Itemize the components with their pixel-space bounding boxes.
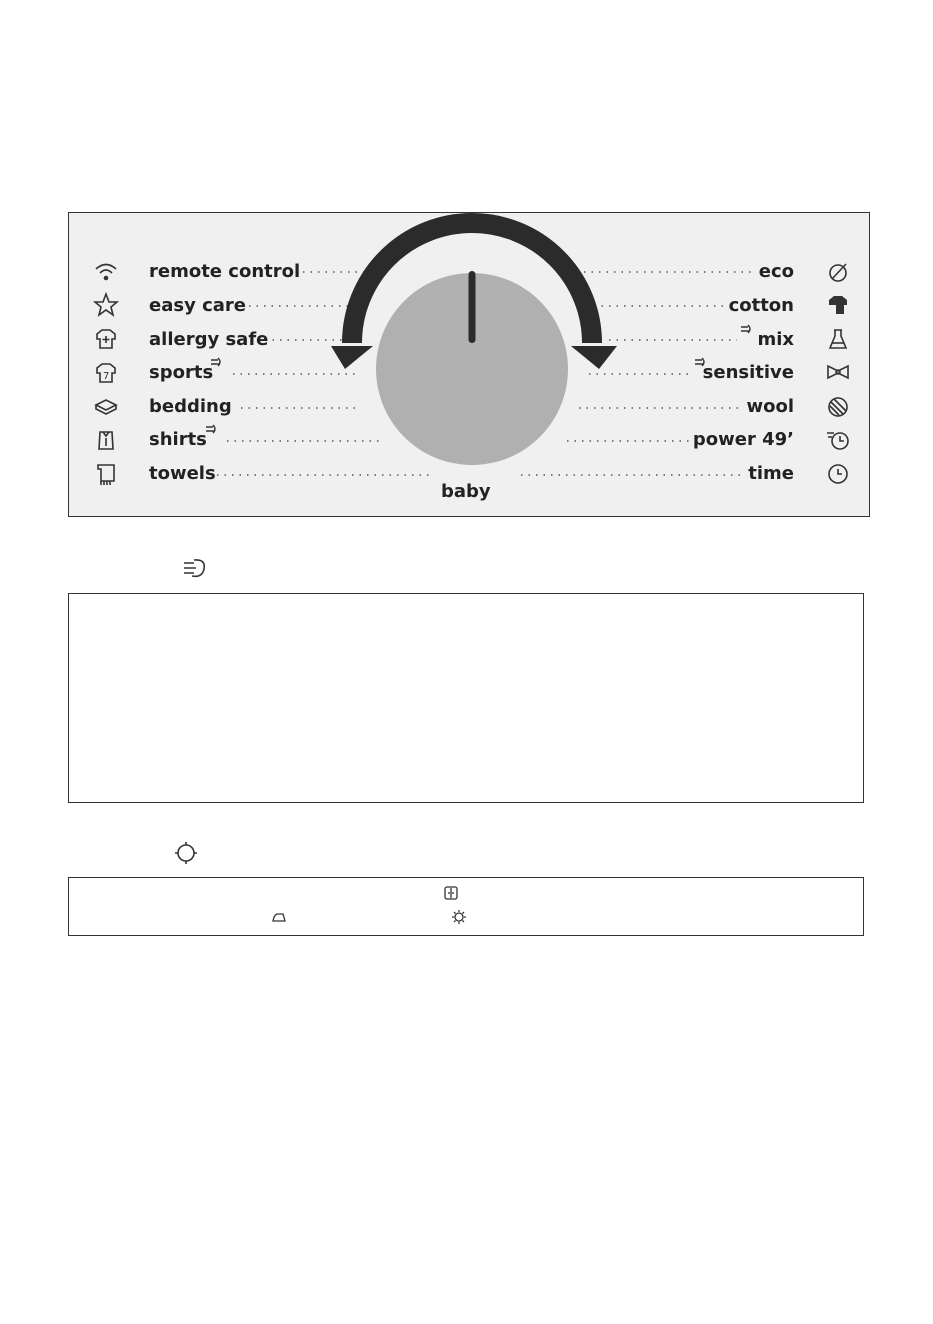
program-wool[interactable]: wool <box>746 396 794 417</box>
steam-info-box <box>68 593 864 803</box>
bedding-icon <box>93 394 119 420</box>
drying-info-box <box>68 877 864 936</box>
program-shirts[interactable]: shirts <box>149 429 207 450</box>
program-sports[interactable]: sports <box>149 362 214 383</box>
shirt-collar-icon <box>93 427 119 453</box>
knob-indicator <box>469 271 476 343</box>
steam-program-icon <box>182 555 208 581</box>
left-arrowhead <box>331 346 373 369</box>
program-sensitive[interactable]: sensitive <box>702 362 794 383</box>
shirt-cross-icon <box>93 326 119 352</box>
flask-icon <box>825 326 851 352</box>
star-icon <box>93 292 119 318</box>
clock-icon <box>825 461 851 487</box>
drying-program-icon <box>173 840 199 866</box>
program-bedding[interactable]: bedding <box>149 396 232 417</box>
svg-text:7: 7 <box>103 371 110 382</box>
program-cotton[interactable]: cotton <box>728 295 794 316</box>
yarn-ball-icon <box>825 394 851 420</box>
right-arrowhead <box>571 346 617 369</box>
steam-icon <box>204 422 220 438</box>
steam-icon <box>693 355 709 371</box>
program-towels[interactable]: towels <box>149 463 216 484</box>
program-remote-control[interactable]: remote control <box>149 261 301 282</box>
program-easy-care[interactable]: easy care <box>149 295 246 316</box>
program-baby[interactable]: baby <box>441 481 491 502</box>
program-power-49[interactable]: power 49’ <box>692 429 794 450</box>
towel-icon <box>93 461 119 487</box>
program-allergy-safe[interactable]: allergy safe <box>149 329 269 350</box>
steam-icon <box>739 322 755 338</box>
steam-icon <box>209 355 225 371</box>
wifi-icon <box>93 259 119 285</box>
hanging-dry-icon <box>443 885 459 901</box>
program-time[interactable]: time <box>748 463 794 484</box>
dry-sun-icon <box>451 909 467 925</box>
iron-icon <box>271 909 287 925</box>
program-selector-panel <box>68 212 870 517</box>
fast-clock-icon <box>825 427 851 453</box>
shirt-7-icon <box>93 360 119 386</box>
program-mix[interactable]: mix <box>757 329 794 350</box>
eco-icon <box>825 259 851 285</box>
bow-icon <box>825 360 851 386</box>
program-eco[interactable]: eco <box>758 261 794 282</box>
tshirt-icon <box>825 292 851 318</box>
